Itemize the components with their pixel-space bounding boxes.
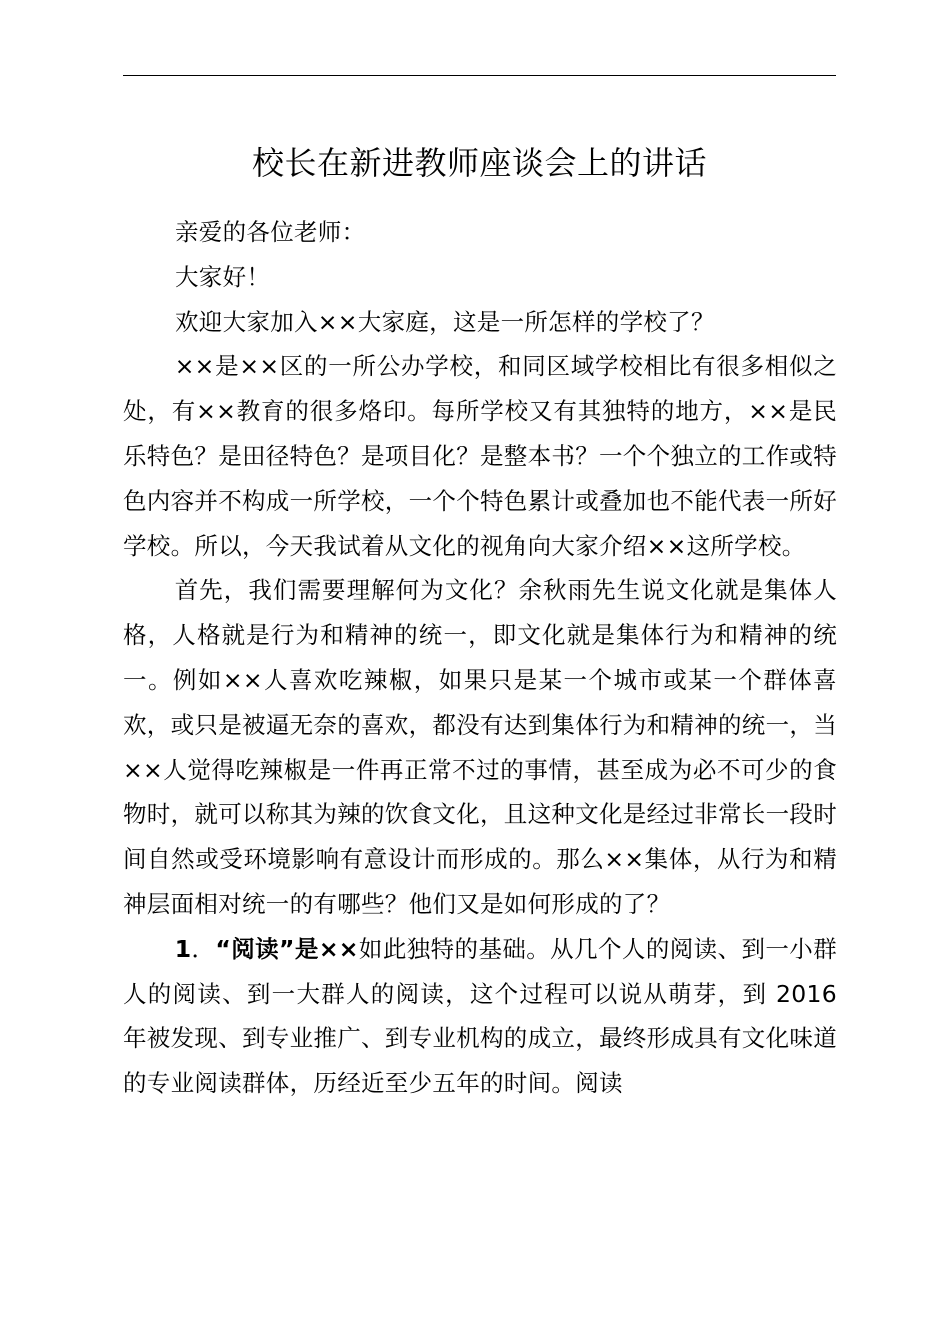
paragraph-welcome: 欢迎大家加入××大家庭，这是一所怎样的学校了？ [175, 307, 715, 336]
section-1-text: 如此独特的基础。从几个人的阅读、到一小群人的阅读、到一大群人的阅读，这个过程可以说从萌芽，到 2016 年被发现、到专业推广、到专业机构的成立，最终形成具有文化味道的专业阅读群体，历经近至少五年的时间。阅读 [123, 934, 837, 1098]
greeting: 大家好！ [175, 262, 271, 291]
header-rule [123, 75, 836, 76]
section-1-number: 1 [174, 934, 192, 963]
section-1-separator: ． [191, 934, 216, 963]
paragraph-school-intro: ××是××区的一所公办学校，和同区域学校相比有很多相似之处，有××教育的很多烙印。每所学校又有其独特的地方，××是民乐特色？是田径特色？是项目化？是整本书？一个个独立的工作或特色内容并不构成一所学校，一个个特色累计或叠加也不能代表一所好学校。所以，今天我试着从文化的视角向大家介绍××这所学校。 [123, 352, 837, 560]
section-1-heading: “阅读”是×× [215, 934, 359, 963]
paragraph-culture: 首先，我们需要理解何为文化？余秋雨先生说文化就是集体人格，人格就是行为和精神的统一，即文化就是集体行为和精神的统一。例如××人喜欢吃辣椒，如果只是某一个城市或某一个群体喜欢，或只是被逼无奈的喜欢，都没有达到集体行为和精神的统一，当××人觉得吃辣椒是一件再正常不过的事情，甚至成为必不可少的食物时，就可以称其为辣的饮食文化，且这种文化是经过非常长一段时间自然或受环境影响有意设计而形成的。那么××集体，从行为和精神层面相对统一的有哪些？他们又是如何形成的了？ [123, 576, 837, 918]
paragraph-section-1 [123, 927, 837, 1106]
document-title: 校长在新进教师座谈会上的讲话 [251, 144, 707, 182]
salutation: 亲爱的各位老师： [175, 218, 366, 246]
document-body [123, 210, 837, 1106]
